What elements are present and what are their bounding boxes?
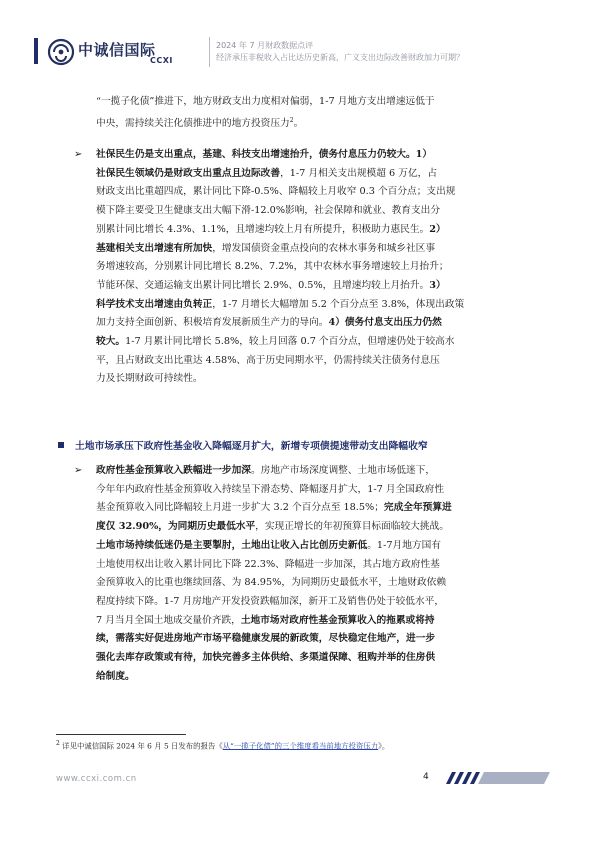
footnote-suffix: 》。: [378, 741, 390, 751]
report-title: 2024 年 7 月财政数据点评: [216, 41, 314, 50]
intro-line: 中央，需持续关注化债推进中的地方投资压力$^2$。: [96, 116, 304, 129]
paragraph-line: [96, 146, 546, 165]
body-text: 。房地产市场深度调整、土地市场低迷下，: [251, 465, 436, 476]
body-text: ，实现正增长的年初预算目标面临较大挑战。: [255, 521, 449, 533]
footnote-mark: 2: [56, 740, 60, 747]
page-header: [0, 0, 595, 70]
footer-stripes-icon: [440, 772, 550, 784]
arrow-bullet-icon: ➢: [74, 465, 83, 476]
social-spending-paragraph: [96, 146, 546, 389]
body-text: 。1-7月地方国有: [367, 539, 441, 551]
footnote: [56, 740, 389, 751]
ccxi-emblem-icon: [46, 37, 76, 67]
bold-text: 社保民生领域仍是财政支出重点且边际改善: [96, 167, 281, 179]
paragraph-line: [96, 258, 546, 277]
bold-text: 土地市场对政府性基金预算收入的拖累或将持: [240, 614, 435, 626]
body-text: ，增发国债资金重点投向的农林水事务和城乡社区事: [212, 242, 436, 254]
section-heading-land-fund: 土地市场承压下政府性基金收入降幅逐月扩大，新增专项债提速带动支出降幅收窄: [75, 441, 428, 452]
page-number: 4: [423, 772, 429, 782]
footnote-ref[interactable]: 2: [289, 116, 294, 124]
paragraph-line: [96, 314, 546, 333]
body-text: 务增速较高，分别累计同比增长 8.2%、7.2%，其中农林水事务增速较上月抬升；: [96, 261, 449, 273]
body-text: 加力支持全面创新、积极培育发展新质生产力的导向。: [96, 317, 329, 329]
bold-text: 续，需落实好促进房地产市场平稳健康发展的新政策，尽快稳定住地产，进一步: [96, 633, 436, 645]
body-text: 别累计同比增长 4.3%、1.1%，且增速均较上月有所提升，积极助力惠民生。: [96, 223, 430, 235]
bold-text: 强化去库存政策或有待，加快完善多主体供给、多渠道保障、租购并举的住房供: [96, 652, 436, 664]
body-text: 财政支出比重超四成，累计同比下降-0.5%、降幅较上月收窄 0.3 个百分点；支出规: [96, 186, 456, 198]
paragraph-line: [96, 296, 546, 315]
square-bullet-icon: [58, 442, 64, 448]
logo-text-en: CCXI: [150, 56, 173, 65]
footnote-rule: [56, 734, 186, 735]
paragraph-line: [96, 462, 546, 481]
logo-text-cn: 中诚信国际: [78, 41, 156, 59]
arrow-bullet-icon: ➢: [74, 149, 83, 160]
body-text: 7 月当月全国土地成交量价齐跌，: [96, 614, 241, 626]
paragraph-line: [96, 183, 546, 202]
paragraph-line: [96, 537, 546, 556]
body-text: ，1-7 月相关支出规模超 6 万亿，占: [280, 167, 438, 179]
body-text: ，1-7 月增长大幅增加 5.2 个百分点至 3.8%，体现出政策: [212, 298, 465, 310]
bold-text: 给制度。: [96, 670, 135, 682]
paragraph-line: [96, 221, 546, 240]
paragraph-line: [96, 556, 546, 575]
ccxi-logo: [46, 37, 194, 67]
bold-text: 3）: [429, 279, 446, 291]
paragraph-line: [96, 499, 546, 518]
paragraph-line: [96, 333, 546, 352]
body-text: 1-7 月累计同比增长 5.8%，较上月回落 0.7 个百分点，但增速仍处于较高水: [125, 336, 455, 348]
body-text: 土地使用权出让收入累计同比下降 22.3%、降幅进一步加深，其占地方政府性基: [96, 558, 440, 570]
paragraph-line: [96, 649, 546, 668]
intro-line: “一揽子化债”推进下，地方财政支出力度相对偏弱，1-7 月地方支出增速远低于: [96, 96, 435, 107]
footnote-prefix: 详见中诚信国际 2024 年 6 月 5 日发布的报告《: [59, 741, 223, 751]
paragraph-line: [96, 370, 546, 389]
paragraph-line: [96, 165, 546, 184]
paragraph-line: [96, 668, 546, 687]
bold-text: 科学技术支出增速由负转正: [96, 298, 213, 310]
body-text: 今年年内政府性基金预算收入持续呈下滑态势、降幅逐月扩大，1-7 月全国政府性: [96, 483, 445, 495]
bold-text: 基建相关支出增速有所加快: [96, 242, 213, 254]
report-subtitle: 经济承压非税收入占比达历史新高，广义支出边际改善财政加力可期？: [216, 53, 464, 62]
header-divider: [209, 37, 210, 67]
body-text: 基金预算收入同比降幅较上月进一步扩大 3.2 个百分点至 18.5%；: [96, 502, 384, 514]
bold-text: 社保民生仍是支出重点，基建、科技支出增速抬升，债务付息压力仍较大。1）: [96, 149, 433, 160]
bold-text: 4）债务付息支出压力仍然: [328, 317, 442, 329]
paragraph-line: [96, 593, 546, 612]
paragraph-line: [96, 240, 546, 259]
body-text: 平，且占财政支出比重达 4.58%、高于历史同期水平，仍需持续关注债务付息压: [96, 354, 440, 366]
intro-paragraph: [96, 93, 546, 134]
bold-text: 政府性基金预算收入跌幅进一步加深: [96, 465, 251, 476]
body-text: 模下降主要受卫生健康支出大幅下滑-12.0%影响，社会保障和就业、教育支出分: [96, 205, 441, 217]
header-accent-bar: [34, 38, 38, 64]
footnote-report-link[interactable]: 从“一揽子化债”的三个维度看当前地方投资压力: [222, 741, 379, 751]
fund-revenue-paragraph: [96, 462, 546, 686]
paragraph-line: [96, 481, 546, 500]
body-text: 金预算收入的比重也继续回落、为 84.95%，为同期历史最低水平，土地财政依赖: [96, 577, 447, 589]
body-text: 力及长期财政可持续性。: [96, 373, 203, 385]
bold-text: 度仅 32.90%，为同期历史最低水平: [96, 521, 256, 533]
bold-text: 土地市场持续低迷仍是主要掣肘，土地出让收入占比创历史新低: [96, 539, 368, 551]
paragraph-line: [96, 630, 546, 649]
paragraph-line: [96, 574, 546, 593]
footer-url[interactable]: www.ccxi.com.cn: [56, 774, 137, 784]
paragraph-line: [96, 518, 546, 537]
paragraph-line: [96, 612, 546, 631]
body-text: 程度持续下降。1-7 月房地产开发投资跌幅加深，新开工及销售仍处于较低水平，: [96, 595, 445, 607]
bold-text: 2）: [429, 223, 446, 235]
body-text: 节能环保、交通运输支出累计同比增长 2.9%、0.5%，且增速均较上月抬升。: [96, 279, 430, 291]
paragraph-line: [96, 277, 546, 296]
bold-text: 完成全年预算进: [383, 502, 452, 514]
bold-text: 较大。: [96, 336, 126, 348]
paragraph-line: [96, 202, 546, 221]
paragraph-line: [96, 352, 546, 371]
